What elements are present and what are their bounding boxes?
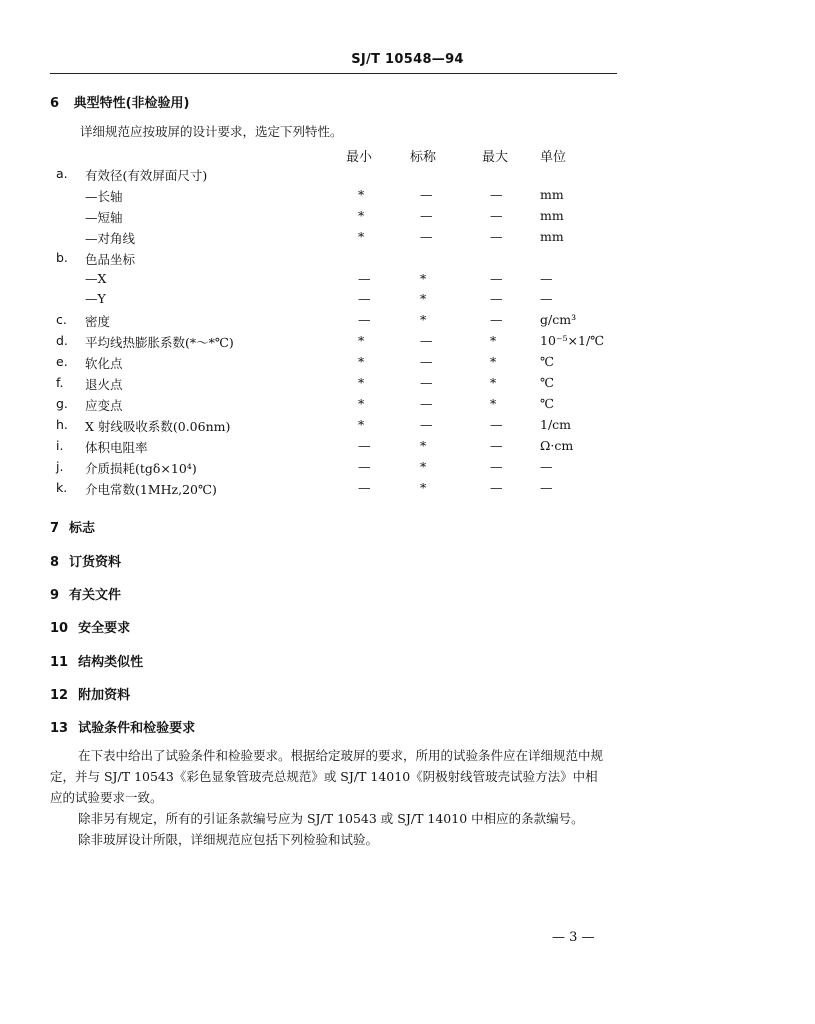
row-unit: mm [540,207,564,223]
row-unit: mm [540,186,564,202]
row-nominal-value: — [420,333,433,349]
row-max-value: — [490,207,503,223]
row-item-label: c. [56,312,67,328]
header-rule [50,73,617,74]
section-heading [50,517,95,536]
row-nominal-value: * [420,270,427,286]
row-unit: 1/cm [540,416,572,432]
section-13-paragraph-1: 在下表中给出了试验条件和检验要求。根据给定玻屏的要求，所用的试验条件应在详细规范中规定，并与 SJ/T 10543《彩色显象管玻壳总规范》或 SJ/T 14010《阴极射线管玻壳试验方法》中相应的试验要求一致。 [50,748,604,805]
column-head-max: 最大 [482,150,509,165]
row-min-value: — [358,312,371,328]
row-nominal-value: — [420,228,433,244]
section-number: 10 [50,621,69,636]
row-max-value: * [490,354,497,370]
row-unit: ℃ [540,354,554,370]
section-heading [50,551,121,570]
section-title: 结构类似性 [78,655,144,670]
row-characteristic-name: —短轴 [85,209,123,225]
row-unit: 10⁻⁵×1/℃ [540,333,605,349]
row-unit: — [540,479,553,495]
row-min-value: * [358,375,365,390]
row-min-value: * [358,186,365,202]
section-heading [50,617,130,636]
row-item-label: g. [56,395,68,411]
section-title: 附加资料 [78,688,131,703]
row-nominal-value: * [420,479,427,495]
section-heading [50,584,121,603]
section-title: 典型特性(非检验用) [73,96,190,111]
row-unit: — [540,291,553,307]
row-min-value: — [358,458,371,474]
row-nominal-value: * [420,458,427,474]
row-characteristic-name: 软化点 [85,356,123,372]
page-number: — 3 — [552,930,595,945]
row-min-value: — [358,479,371,495]
row-characteristic-name: 色品坐标 [85,251,136,267]
section-13-paragraph-2: 除非另有规定，所有的引证条款编号应为 SJ/T 10543 或 SJ/T 14010 中相应的条款编号。 [78,811,584,826]
section-title: 安全要求 [78,621,131,636]
row-min-value: * [358,354,365,370]
row-nominal-value: * [420,291,427,307]
row-characteristic-name: 平均线热膨胀系数(*～*℃) [85,335,234,351]
row-max-value: * [490,333,497,349]
row-nominal-value: — [420,375,433,390]
row-max-value: — [490,458,503,474]
row-characteristic-name: 体积电阻率 [85,439,148,455]
section-6-heading [50,92,189,111]
row-max-value: — [490,312,503,328]
row-max-value: — [490,228,503,244]
row-nominal-value: — [420,186,433,202]
row-unit: g/cm³ [540,312,577,328]
row-min-value: * [358,207,365,223]
row-item-label: i. [56,437,64,453]
row-nominal-value: * [420,312,427,328]
row-item-label: j. [56,458,64,474]
row-max-value: — [490,479,503,495]
row-max-value: — [490,437,503,453]
row-min-value: * [358,395,365,411]
row-unit: Ω·cm [540,437,574,453]
row-nominal-value: — [420,354,433,370]
row-characteristic-name: 应变点 [85,397,123,413]
section-heading [50,717,195,736]
column-head-unit: 单位 [540,150,567,165]
section-number: 9 [50,588,60,603]
section-number: 8 [50,555,60,570]
document-header-code: SJ/T 10548—94 [351,52,464,67]
section-6-intro: 详细规范应按玻屏的设计要求，选定下列特性。 [80,124,343,139]
row-unit: — [540,458,553,474]
row-characteristic-name: —对角线 [85,230,136,246]
row-characteristic-name: X 射线吸收系数(0.06nm) [85,418,231,434]
row-item-label: b. [56,249,68,265]
section-title: 试验条件和检验要求 [78,721,196,736]
row-nominal-value: — [420,207,433,223]
section-heading [50,684,130,703]
row-min-value: * [358,228,365,244]
row-unit: ℃ [540,395,554,411]
section-number: 11 [50,655,69,670]
row-unit: ℃ [540,375,554,390]
row-max-value: — [490,270,503,286]
row-nominal-value: — [420,395,433,411]
row-min-value: — [358,437,371,453]
row-min-value: * [358,416,365,432]
row-characteristic-name: 有效径(有效屏面尺寸) [85,168,208,183]
row-max-value: — [490,291,503,307]
row-item-label: f. [56,375,64,390]
section-heading [50,651,143,670]
row-item-label: e. [56,354,68,370]
row-characteristic-name: —长轴 [85,188,123,204]
row-max-value: — [490,416,503,432]
row-max-value: — [490,186,503,202]
section-title: 订货资料 [69,555,122,570]
column-head-nominal: 标称 [410,150,437,165]
row-item-label: a. [56,166,68,181]
row-min-value: — [358,270,371,286]
section-number: 12 [50,688,69,703]
row-characteristic-name: 介电常数(1MHz,20℃) [85,481,217,497]
column-head-min: 最小 [346,150,373,165]
row-characteristic-name: 退火点 [85,377,123,392]
row-item-label: h. [56,416,68,432]
row-unit: mm [540,228,564,244]
row-max-value: * [490,375,497,390]
section-title: 标志 [69,521,96,536]
row-min-value: * [358,333,365,349]
section-number: 6 [50,96,60,111]
row-nominal-value: * [420,437,427,453]
section-title: 有关文件 [69,588,122,603]
row-max-value: * [490,395,497,411]
section-13-paragraph-3: 除非玻屏设计所限，详细规范应包括下列检验和试验。 [78,832,379,847]
section-number: 13 [50,721,69,736]
row-characteristic-name: 介质损耗(tgδ×10⁴) [85,460,197,476]
row-unit: — [540,270,553,286]
row-nominal-value: — [420,416,433,432]
row-characteristic-name: —Y [85,291,106,307]
section-number: 7 [50,521,60,536]
row-item-label: k. [56,479,68,495]
row-characteristic-name: —X [85,270,107,286]
row-item-label: d. [56,333,68,349]
row-min-value: — [358,291,371,307]
row-characteristic-name: 密度 [85,314,111,330]
